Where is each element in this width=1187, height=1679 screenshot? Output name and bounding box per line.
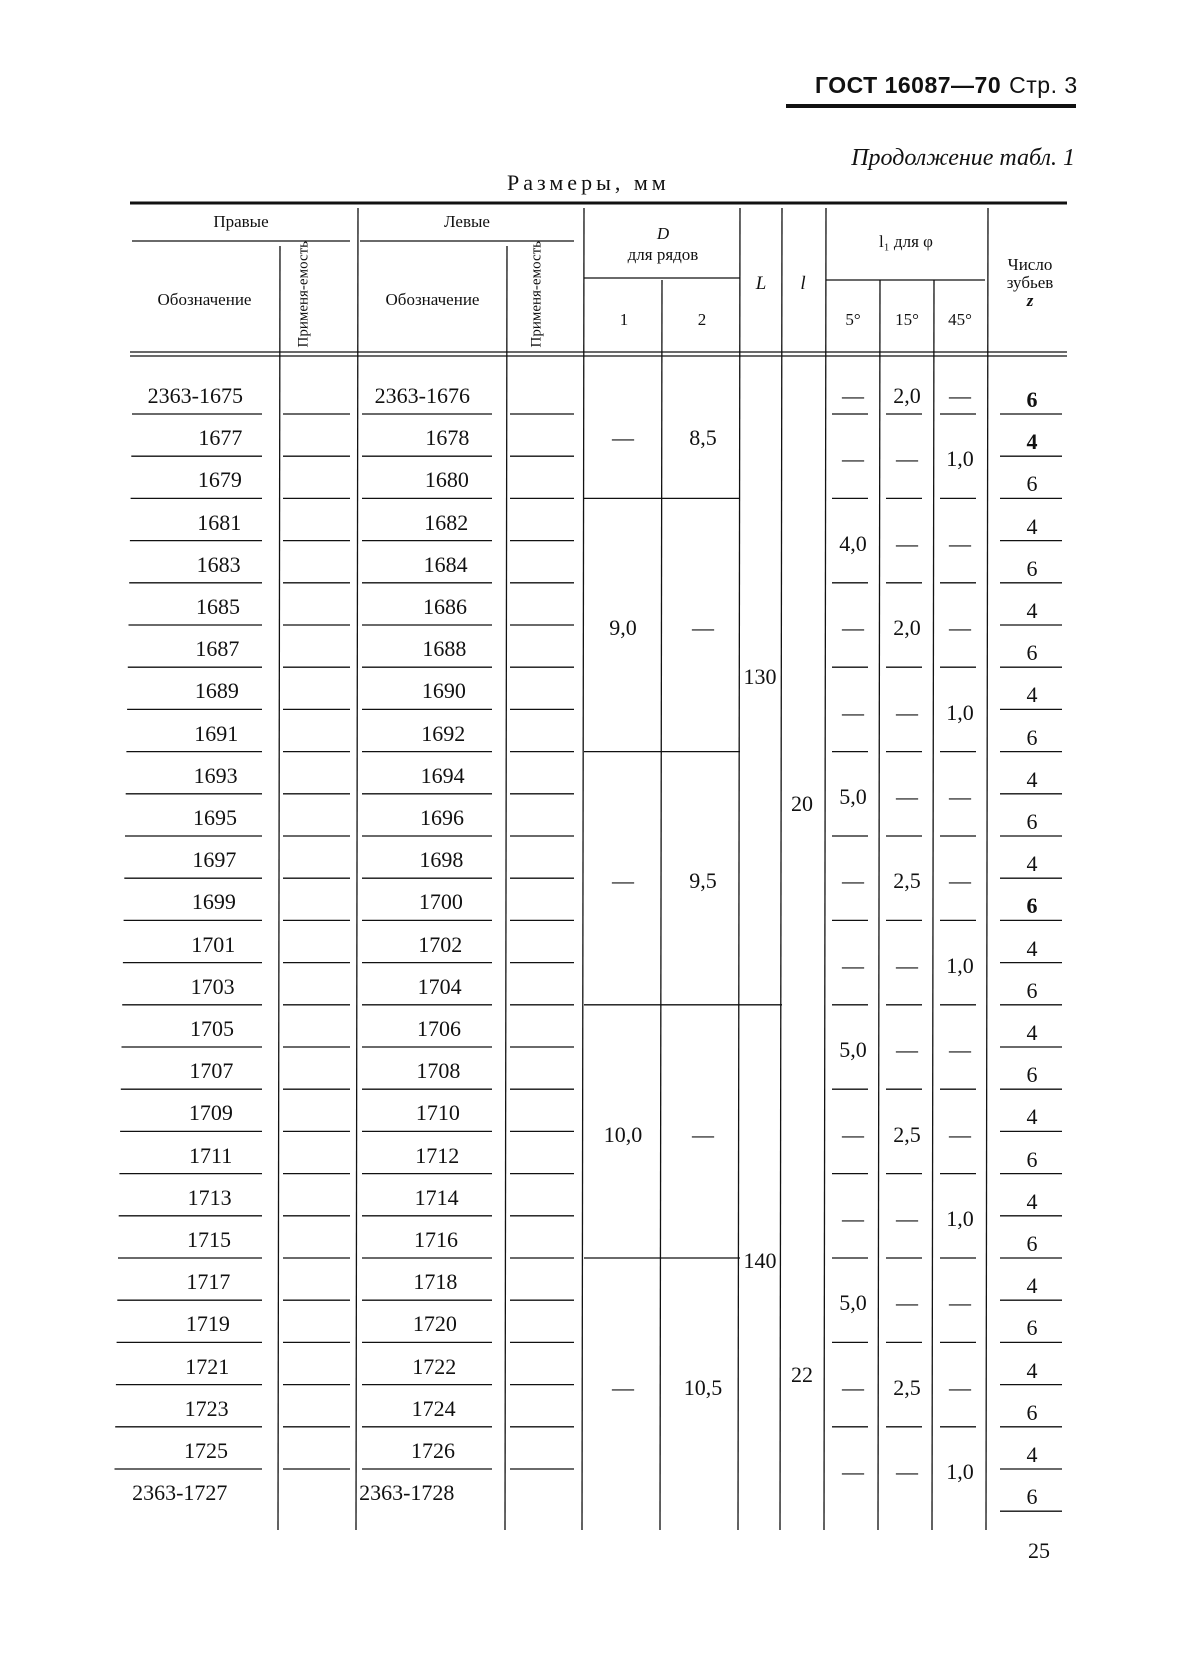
l1-angle5-value: 5,0 xyxy=(839,783,867,809)
d-row2-value: — xyxy=(692,615,714,641)
right-designation: 1691 xyxy=(194,720,239,746)
right-designation: 1685 xyxy=(196,594,240,619)
l1-angle15-value: 2,5 xyxy=(893,1121,921,1147)
l1-angle45-value: 1,0 xyxy=(946,952,974,978)
left-designation: 1700 xyxy=(418,889,463,915)
teeth-count: 6 xyxy=(1026,1146,1038,1172)
l1-angle45-value: — xyxy=(949,530,971,556)
header-right-group: Правые xyxy=(213,212,269,231)
l1-angle15-value: — xyxy=(896,1037,918,1063)
left-designation: 1712 xyxy=(415,1142,460,1168)
right-designation: 1707 xyxy=(189,1058,234,1084)
d-row1-value: — xyxy=(612,1374,634,1400)
d-row1-value: 10,0 xyxy=(603,1121,643,1147)
right-designation: 1697 xyxy=(192,847,237,873)
teeth-count: 4 xyxy=(1026,513,1038,539)
l1-angle15-value: — xyxy=(896,1290,918,1316)
teeth-count: 6 xyxy=(1026,1484,1038,1510)
l1-angle5-value: — xyxy=(842,868,864,894)
l1-angle5-value: — xyxy=(842,383,864,408)
left-designation: 1706 xyxy=(417,1016,461,1041)
l1-angle45-value: — xyxy=(949,1121,971,1147)
left-designation: 1720 xyxy=(412,1311,457,1337)
L-value: 140 xyxy=(743,1248,777,1273)
l1-angle5-value: — xyxy=(842,446,864,472)
header-left-group: Левые xyxy=(444,212,490,231)
l1-angle15-value: — xyxy=(896,952,918,978)
left-designation: 1692 xyxy=(421,720,466,746)
l1-angle45-value: — xyxy=(949,383,971,408)
l1-angle5-value: — xyxy=(842,1205,864,1231)
l1-angle15-value: 2,0 xyxy=(893,615,921,641)
l1-angle45-value: 1,0 xyxy=(946,1205,974,1231)
l1-angle15-value: 2,5 xyxy=(893,1374,921,1400)
l1-angle15-value: 2,5 xyxy=(893,868,921,894)
header-l1-title: l₁ для φ xyxy=(879,232,933,251)
teeth-count: 6 xyxy=(1026,809,1038,834)
right-designation: 2363-1675 xyxy=(147,383,243,408)
left-designation: 1708 xyxy=(416,1058,461,1084)
l1-angle5-value: — xyxy=(842,952,864,978)
l1-angle5-value: — xyxy=(842,1374,864,1400)
right-designation: 1709 xyxy=(188,1100,233,1126)
l1-angle45-value: — xyxy=(949,868,971,894)
header-d-row1: 1 xyxy=(619,310,629,329)
teeth-count: 4 xyxy=(1026,1442,1038,1467)
header-d-row2: 2 xyxy=(697,310,707,329)
header-d-subtitle: для рядов xyxy=(627,245,699,264)
d-row1-value: 9,0 xyxy=(609,615,637,641)
teeth-count: 6 xyxy=(1026,471,1038,497)
teeth-count: 6 xyxy=(1026,555,1038,581)
left-designation: 1718 xyxy=(413,1269,458,1295)
page-number: 25 xyxy=(1028,1538,1050,1563)
header-angle-5: 5° xyxy=(845,310,861,329)
header-right-designation: Обозначение xyxy=(157,290,252,309)
left-designation: 1704 xyxy=(417,973,462,999)
d-row2-value: — xyxy=(692,1121,714,1147)
left-designation: 1686 xyxy=(423,594,467,619)
left-designation: 1696 xyxy=(420,805,464,830)
l1-angle15-value: — xyxy=(896,1459,918,1485)
left-designation: 1716 xyxy=(414,1227,458,1252)
teeth-count: 4 xyxy=(1026,1020,1038,1045)
l1-angle45-value: — xyxy=(949,1374,971,1400)
d-row2-value: 9,5 xyxy=(689,868,717,894)
l-value: 22 xyxy=(791,1361,813,1387)
right-designation: 1683 xyxy=(196,551,241,577)
right-designation: 1701 xyxy=(191,931,236,957)
right-designation: 1725 xyxy=(184,1438,228,1463)
dimensions-label: Размеры, мм xyxy=(507,170,670,195)
left-designation: 1702 xyxy=(418,931,463,957)
right-designation: 1717 xyxy=(186,1269,231,1295)
header-d-title: D xyxy=(656,224,670,243)
left-designation: 1684 xyxy=(423,551,468,577)
left-designation: 1694 xyxy=(420,762,465,788)
l1-angle15-value: 2,0 xyxy=(893,383,921,408)
teeth-count: 4 xyxy=(1026,682,1038,708)
right-designation: 1687 xyxy=(195,636,240,662)
teeth-count: 6 xyxy=(1026,640,1038,666)
header-teeth-z: z xyxy=(1026,291,1034,310)
l1-angle5-value: — xyxy=(842,1121,864,1147)
d-row2-value: 10,5 xyxy=(683,1374,723,1400)
header-left-applicability: Применя-емость xyxy=(528,240,545,348)
teeth-count: 6 xyxy=(1026,387,1038,412)
right-designation: 1723 xyxy=(184,1395,229,1421)
l1-angle45-value: — xyxy=(949,783,971,809)
l1-angle5-value: — xyxy=(842,1459,864,1485)
left-designation: 1724 xyxy=(411,1395,456,1421)
l-value: 20 xyxy=(791,791,813,816)
teeth-count: 6 xyxy=(1026,724,1038,750)
header-angle-45: 45° xyxy=(948,310,972,329)
d-row1-value: — xyxy=(612,425,634,451)
left-designation: 1690 xyxy=(421,678,466,704)
right-designation: 1705 xyxy=(190,1016,234,1041)
page-label: Стр. 3 xyxy=(1009,72,1078,98)
l1-angle5-value: 5,0 xyxy=(839,1290,867,1316)
teeth-count: 6 xyxy=(1026,893,1038,919)
teeth-count: 6 xyxy=(1026,1062,1038,1088)
right-designation: 1679 xyxy=(197,467,242,493)
left-designation: 2363-1676 xyxy=(374,383,470,408)
l1-angle5-value: — xyxy=(842,615,864,641)
header-left-designation: Обозначение xyxy=(385,290,480,309)
header-teeth-line2: зубьев xyxy=(1006,273,1054,292)
l1-angle15-value: — xyxy=(896,783,918,809)
right-designation: 1695 xyxy=(193,805,237,830)
teeth-count: 4 xyxy=(1026,1188,1038,1214)
teeth-count: 4 xyxy=(1026,935,1038,961)
l1-angle45-value: — xyxy=(949,1037,971,1063)
right-designation: 1719 xyxy=(185,1311,230,1337)
l1-angle15-value: — xyxy=(896,530,918,556)
header-L: L xyxy=(755,273,767,294)
right-designation: 2363-1727 xyxy=(132,1480,228,1506)
left-designation: 1680 xyxy=(424,467,469,493)
L-value: 130 xyxy=(743,664,777,690)
teeth-count: 4 xyxy=(1026,1357,1038,1383)
left-designation: 1710 xyxy=(415,1100,460,1126)
left-designation: 1698 xyxy=(419,847,464,873)
header-teeth-line1: Число xyxy=(1007,255,1053,274)
right-designation: 1713 xyxy=(187,1184,232,1210)
right-designation: 1681 xyxy=(197,509,242,535)
header-angle-15: 15° xyxy=(895,310,919,329)
l1-angle15-value: — xyxy=(896,1205,918,1231)
left-designation: 2363-1728 xyxy=(359,1480,455,1506)
right-designation: 1703 xyxy=(190,973,235,999)
l1-angle45-value: 1,0 xyxy=(946,699,974,725)
teeth-count: 4 xyxy=(1026,766,1038,792)
d-row1-value: — xyxy=(612,868,634,894)
header-teeth xyxy=(990,256,1070,310)
l1-angle5-value: — xyxy=(842,699,864,725)
header-right-applicability: Применя-емость xyxy=(295,240,312,348)
standard-number: ГОСТ 16087—70 xyxy=(815,72,1002,98)
left-designation: 1726 xyxy=(411,1438,455,1463)
left-designation: 1714 xyxy=(414,1184,459,1210)
right-designation: 1699 xyxy=(191,889,236,915)
teeth-count: 6 xyxy=(1026,1231,1038,1256)
left-designation: 1678 xyxy=(425,425,470,451)
teeth-count: 4 xyxy=(1026,851,1038,877)
teeth-count: 6 xyxy=(1026,1315,1038,1341)
l1-angle5-value: 4,0 xyxy=(839,530,867,556)
teeth-count: 6 xyxy=(1026,1399,1038,1425)
teeth-count: 4 xyxy=(1026,1273,1038,1299)
right-designation: 1715 xyxy=(187,1227,231,1252)
l1-angle5-value: 5,0 xyxy=(839,1037,867,1063)
l1-angle15-value: — xyxy=(896,446,918,472)
teeth-count: 4 xyxy=(1026,1104,1038,1130)
teeth-count: 4 xyxy=(1026,429,1038,455)
table-continuation-note: Продолжение табл. 1 xyxy=(851,145,1075,171)
left-designation: 1722 xyxy=(412,1353,457,1379)
l1-angle15-value: — xyxy=(896,699,918,725)
right-designation: 1689 xyxy=(194,678,239,704)
left-designation: 1688 xyxy=(422,636,467,662)
left-designation: 1682 xyxy=(424,509,469,535)
header-l: l xyxy=(800,273,806,294)
l1-angle45-value: 1,0 xyxy=(946,1459,974,1485)
right-designation: 1721 xyxy=(185,1353,230,1379)
teeth-count: 6 xyxy=(1026,977,1038,1003)
teeth-count: 4 xyxy=(1026,598,1038,623)
l1-angle45-value: — xyxy=(949,615,971,641)
right-designation: 1693 xyxy=(193,762,238,788)
d-row2-value: 8,5 xyxy=(689,425,717,451)
l1-angle45-value: 1,0 xyxy=(946,446,974,472)
right-designation: 1677 xyxy=(198,425,243,451)
right-designation: 1711 xyxy=(189,1142,233,1168)
l1-angle45-value: — xyxy=(949,1290,971,1316)
